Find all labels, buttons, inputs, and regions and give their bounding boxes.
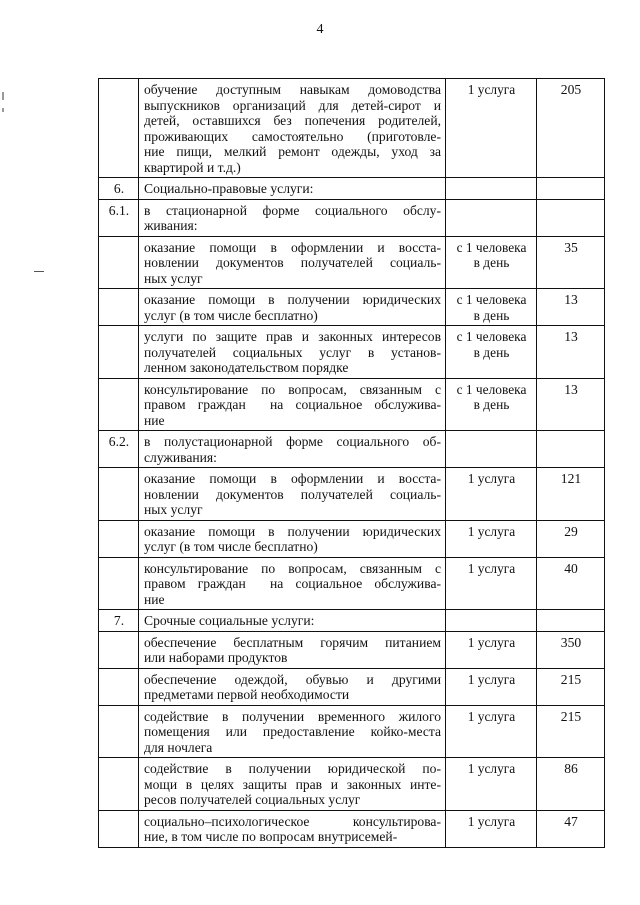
service-name — [139, 378, 446, 431]
price-value: 205 — [537, 79, 605, 178]
price-value — [537, 610, 605, 632]
row-number — [99, 378, 139, 431]
service-name-line: служивания: — [144, 449, 217, 465]
row-number — [99, 668, 139, 705]
service-name — [139, 610, 446, 632]
service-name-line: выпускников организаций для детей-сирот и — [144, 97, 441, 113]
service-name-line: новлении документов получателей социаль- — [144, 255, 441, 270]
unit-line: с 1 человека — [456, 381, 527, 397]
unit-line: с 1 человека — [456, 292, 527, 307]
price-value — [537, 431, 605, 468]
table-row — [99, 668, 605, 705]
service-name-line: оказание помощи в оформлении и восста- — [144, 239, 441, 255]
unit-line: 1 услуга — [467, 471, 516, 486]
margin-mark — [2, 108, 4, 112]
unit-line: 1 услуга — [467, 82, 516, 97]
table-body — [99, 79, 605, 848]
service-name — [139, 326, 446, 379]
service-name-line: социально–психологическое консультирова- — [144, 813, 441, 829]
row-number — [99, 557, 139, 610]
row-number — [99, 326, 139, 379]
row-number: 6.2. — [99, 431, 139, 468]
page-number: 4 — [316, 22, 324, 37]
service-name — [139, 705, 446, 758]
service-name-line: получателей социальных услуг в установ- — [144, 344, 441, 360]
service-name-line: квартирой и т.д.) — [144, 159, 241, 175]
unit-of-service — [446, 431, 537, 468]
price-value: 86 — [537, 758, 605, 811]
row-number — [99, 289, 139, 326]
unit-of-service — [446, 236, 537, 289]
unit-of-service — [446, 668, 537, 705]
service-name-line: услуг (в том числе бесплатно) — [144, 307, 318, 323]
row-number: 6. — [99, 178, 139, 200]
service-name-line: консультирование по вопросам, связанным с — [144, 560, 441, 576]
margin-dash — [34, 271, 44, 272]
service-name-line: ленном законодательством порядке — [144, 360, 349, 375]
table-row — [99, 758, 605, 811]
service-name-line: обеспечение одеждой, обувью и другими — [144, 671, 441, 687]
services-price-table — [98, 78, 605, 848]
service-name — [139, 557, 446, 610]
service-name-line: обеспечение бесплатным горячим питанием — [144, 634, 441, 650]
table-row — [99, 431, 605, 468]
table-row — [99, 610, 605, 632]
service-name — [139, 199, 446, 236]
service-name — [139, 468, 446, 521]
price-value: 215 — [537, 668, 605, 705]
service-name — [139, 431, 446, 468]
unit-line: 1 услуга — [467, 523, 516, 539]
service-name-line: ние — [144, 412, 165, 428]
row-number: 7. — [99, 610, 139, 632]
row-number — [99, 468, 139, 521]
table-row — [99, 378, 605, 431]
service-name-line: оказание помощи в оформлении и восста- — [144, 471, 441, 486]
price-value — [537, 178, 605, 200]
table-row — [99, 326, 605, 379]
service-name-line: проживающих самостоятельно (приготовле- — [144, 128, 441, 144]
unit-of-service — [446, 810, 537, 847]
unit-of-service — [446, 199, 537, 236]
service-name-line: мощи в целях защиты прав и законных инте- — [144, 776, 441, 792]
service-name-line: услуг (в том числе бесплатно) — [144, 539, 318, 554]
row-number: 6.1. — [99, 199, 139, 236]
price-value: 215 — [537, 705, 605, 758]
service-name-line: или наборами продуктов — [144, 650, 288, 665]
row-number — [99, 631, 139, 668]
service-name — [139, 236, 446, 289]
unit-line: в день — [473, 307, 510, 323]
service-name-line: оказание помощи в получении юридических — [144, 523, 441, 539]
unit-line: 1 услуга — [467, 671, 516, 687]
service-name-line: ных услуг — [144, 270, 203, 286]
unit-of-service — [446, 289, 537, 326]
row-number — [99, 810, 139, 847]
unit-of-service — [446, 178, 537, 200]
service-name-line: оказание помощи в получении юридических — [144, 292, 441, 307]
unit-of-service — [446, 378, 537, 431]
service-name-line: Срочные социальные услуги: — [144, 613, 315, 628]
price-value: 47 — [537, 810, 605, 847]
service-name-line: помещения или предоставление койко-места — [144, 724, 441, 739]
service-name-line: в полустационарной форме социального об- — [144, 434, 441, 449]
table-row — [99, 810, 605, 847]
service-name-line: ресов получателей социальных услуг — [144, 792, 361, 807]
row-number — [99, 705, 139, 758]
table-row — [99, 520, 605, 557]
table-row — [99, 631, 605, 668]
unit-of-service — [446, 520, 537, 557]
unit-of-service — [446, 631, 537, 668]
service-name-line: содействие в получении временного жилого — [144, 708, 441, 724]
table-row — [99, 289, 605, 326]
row-number — [99, 79, 139, 178]
service-name-line: ных услуг — [144, 502, 203, 517]
service-name-line: новлении документов получателей социаль- — [144, 486, 441, 502]
unit-line: с 1 человека — [456, 239, 527, 255]
unit-line: в день — [473, 344, 510, 360]
unit-line: в день — [473, 255, 510, 270]
service-name — [139, 668, 446, 705]
table-row — [99, 79, 605, 178]
service-name-line: правом граждан на социальное обслужива- — [144, 397, 441, 412]
service-name-line: обучение доступным навыкам домоводства — [144, 82, 441, 97]
service-name-line: живания: — [144, 218, 198, 233]
service-name — [139, 178, 446, 200]
unit-line: 1 услуга — [467, 813, 516, 829]
service-name — [139, 758, 446, 811]
service-name-line: содействие в получении юридической по- — [144, 761, 441, 776]
price-value: 121 — [537, 468, 605, 521]
service-name-line: консультирование по вопросам, связанным с — [144, 381, 441, 397]
unit-of-service — [446, 468, 537, 521]
unit-line: в день — [473, 397, 510, 412]
service-name-line: правом граждан на социальное обслужива- — [144, 576, 441, 591]
unit-of-service — [446, 79, 537, 178]
table-row — [99, 178, 605, 200]
service-name-line: ние пищи, мелкий ремонт одежды, уход за — [144, 144, 441, 159]
price-value: 35 — [537, 236, 605, 289]
service-name-line: ние — [144, 591, 165, 607]
unit-line: 1 услуга — [467, 560, 516, 576]
service-name-line: в стационарной форме социального обслу- — [144, 202, 441, 218]
unit-of-service — [446, 758, 537, 811]
row-number — [99, 520, 139, 557]
service-name-line: Социально-правовые услуги: — [144, 181, 314, 196]
price-value: 13 — [537, 378, 605, 431]
service-name-line: ние, в том числе по вопросам внутрисемей- — [144, 829, 398, 844]
service-name — [139, 810, 446, 847]
unit-of-service — [446, 557, 537, 610]
table-row — [99, 557, 605, 610]
margin-mark — [2, 92, 4, 100]
service-name — [139, 79, 446, 178]
price-value: 29 — [537, 520, 605, 557]
service-name — [139, 520, 446, 557]
service-name-line: услуги по защите прав и законных интересов — [144, 329, 441, 344]
unit-of-service — [446, 610, 537, 632]
table-row — [99, 468, 605, 521]
row-number — [99, 236, 139, 289]
unit-of-service — [446, 326, 537, 379]
service-name-line: для ночлега — [144, 739, 213, 755]
service-name — [139, 631, 446, 668]
price-value: 40 — [537, 557, 605, 610]
table-row — [99, 199, 605, 236]
table-row — [99, 236, 605, 289]
row-number — [99, 758, 139, 811]
price-value: 350 — [537, 631, 605, 668]
service-name — [139, 289, 446, 326]
service-name-line: детей, оставшихся без попечения родителей, — [144, 113, 441, 128]
unit-of-service — [446, 705, 537, 758]
unit-line: 1 услуга — [467, 761, 516, 776]
price-value — [537, 199, 605, 236]
price-value: 13 — [537, 289, 605, 326]
table-row — [99, 705, 605, 758]
price-value: 13 — [537, 326, 605, 379]
unit-line: 1 услуга — [467, 634, 516, 650]
unit-line: 1 услуга — [467, 708, 516, 724]
service-name-line: предметами первой необходимости — [144, 687, 350, 702]
unit-line: с 1 человека — [456, 329, 527, 344]
